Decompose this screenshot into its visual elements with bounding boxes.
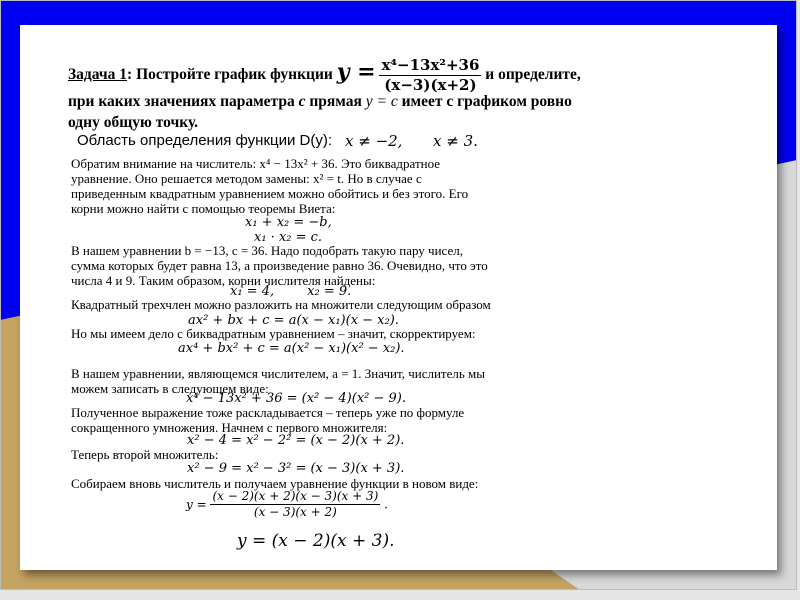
text-line: можем записать в следующем виде:	[71, 381, 269, 396]
vieta-product: x₁ · x₂ = c.	[254, 230, 323, 245]
factor-formula-3: x⁴ − 13x² + 36 = (x² − 4)(x² − 9).	[186, 391, 407, 406]
final-dot: .	[384, 497, 388, 512]
domain-line	[77, 132, 332, 149]
task-line-2	[68, 93, 572, 111]
factor-formula-2: ax⁴ + bx² + c = a(x² − x₁)(x² − x₂).	[178, 341, 405, 356]
factor-formula-4: x² − 4 = x² − 2² = (x − 2)(x + 2).	[187, 433, 405, 448]
vieta-sum: x₁ + x₂ = −b,	[245, 215, 332, 230]
text-line: Обратим внимание на числитель: x⁴ − 13x² + 36. Это биквадратное	[71, 156, 441, 171]
task-line2-text-rest: имеет с графиком ровно	[401, 93, 572, 110]
roots-formula: x₁ = 4, x₂ = 9.	[230, 284, 352, 299]
domain-condition-2: x ≠ 3.	[433, 132, 478, 150]
factor-formula-1: ax² + bx + c = a(x − x₁)(x − x₂).	[188, 313, 399, 328]
task-prompt-start: : Постройте график функции	[127, 66, 333, 83]
final-fraction-denominator: (x − 3)(x + 2)	[253, 505, 337, 519]
text-line: сумма которых будет равна 13, а произведение равно 36. Очевидно, что это	[71, 258, 488, 273]
solution-paragraph-2	[71, 243, 488, 288]
task-heading	[68, 52, 581, 95]
fraction-numerator: x⁴−13x²+36	[381, 55, 480, 74]
solution-paragraph-7: Теперь второй множитель:	[71, 447, 219, 462]
solution-paragraph-4: Но мы имеем дело с биквадратным уравнением – значит, скорректируем:	[71, 326, 476, 341]
text-line: приведенным квадратным уравнением можно обойтись и без этого. Его	[71, 186, 469, 201]
final-fraction-numerator: (x − 2)(x + 2)(x − 3)(x + 3)	[212, 489, 379, 503]
task-line2-text-a: при каких значениях параметра	[68, 93, 295, 110]
task-line2-text-b: прямая	[309, 93, 362, 110]
text-line: сокращенного умножения. Начнем с первого множителя:	[71, 420, 388, 435]
task-label: Задача 1	[68, 66, 128, 83]
final-fraction	[210, 489, 380, 520]
solution-paragraph-6	[71, 405, 464, 435]
final-fraction-formula	[186, 489, 388, 520]
fraction-denominator: (x−3)(x+2)	[384, 75, 477, 94]
domain-label: Область определения функции D(y):	[77, 132, 333, 149]
task-function-fraction	[379, 56, 481, 95]
final-y-equals: y =	[186, 497, 207, 512]
factor-formula-5: x² − 9 = x² − 3² = (x − 3)(x + 3).	[187, 461, 405, 476]
text-line: В нашем уравнении b = −13, c = 36. Надо подобрать такую пару чисел,	[71, 243, 463, 258]
line-y-equals-c: y = c	[365, 93, 398, 110]
solution-paragraph-1	[71, 156, 468, 216]
text-line: В нашем уравнении, являющемся числителем, a = 1. Значит, числитель мы	[71, 366, 485, 381]
solution-paragraph-3: Квадратный трехчлен можно разложить на множители следующим образом	[71, 297, 491, 312]
text-line: числа 4 и 9. Таким образом, корни числителя найдены:	[71, 273, 376, 288]
result-formula: y = (x − 2)(x + 3).	[237, 531, 395, 551]
y-equals: y =	[336, 59, 376, 85]
task-line-3: одну общую точку.	[68, 114, 199, 131]
text-line: Полученное выражение тоже раскладывается – теперь уже по формуле	[71, 405, 465, 420]
task-prompt-end: и определите,	[485, 66, 581, 83]
param-c: c	[298, 93, 306, 110]
text-line: уравнение. Оно решается методом замены: x² = t. Но в случае с	[71, 171, 422, 186]
domain-condition-1: x ≠ −2,	[345, 132, 403, 150]
solution-paragraph-8: Собираем вновь числитель и получаем уравнение функции в новом виде:	[71, 476, 479, 491]
text-line: корни можно найти с помощью теоремы Виета:	[71, 201, 336, 216]
